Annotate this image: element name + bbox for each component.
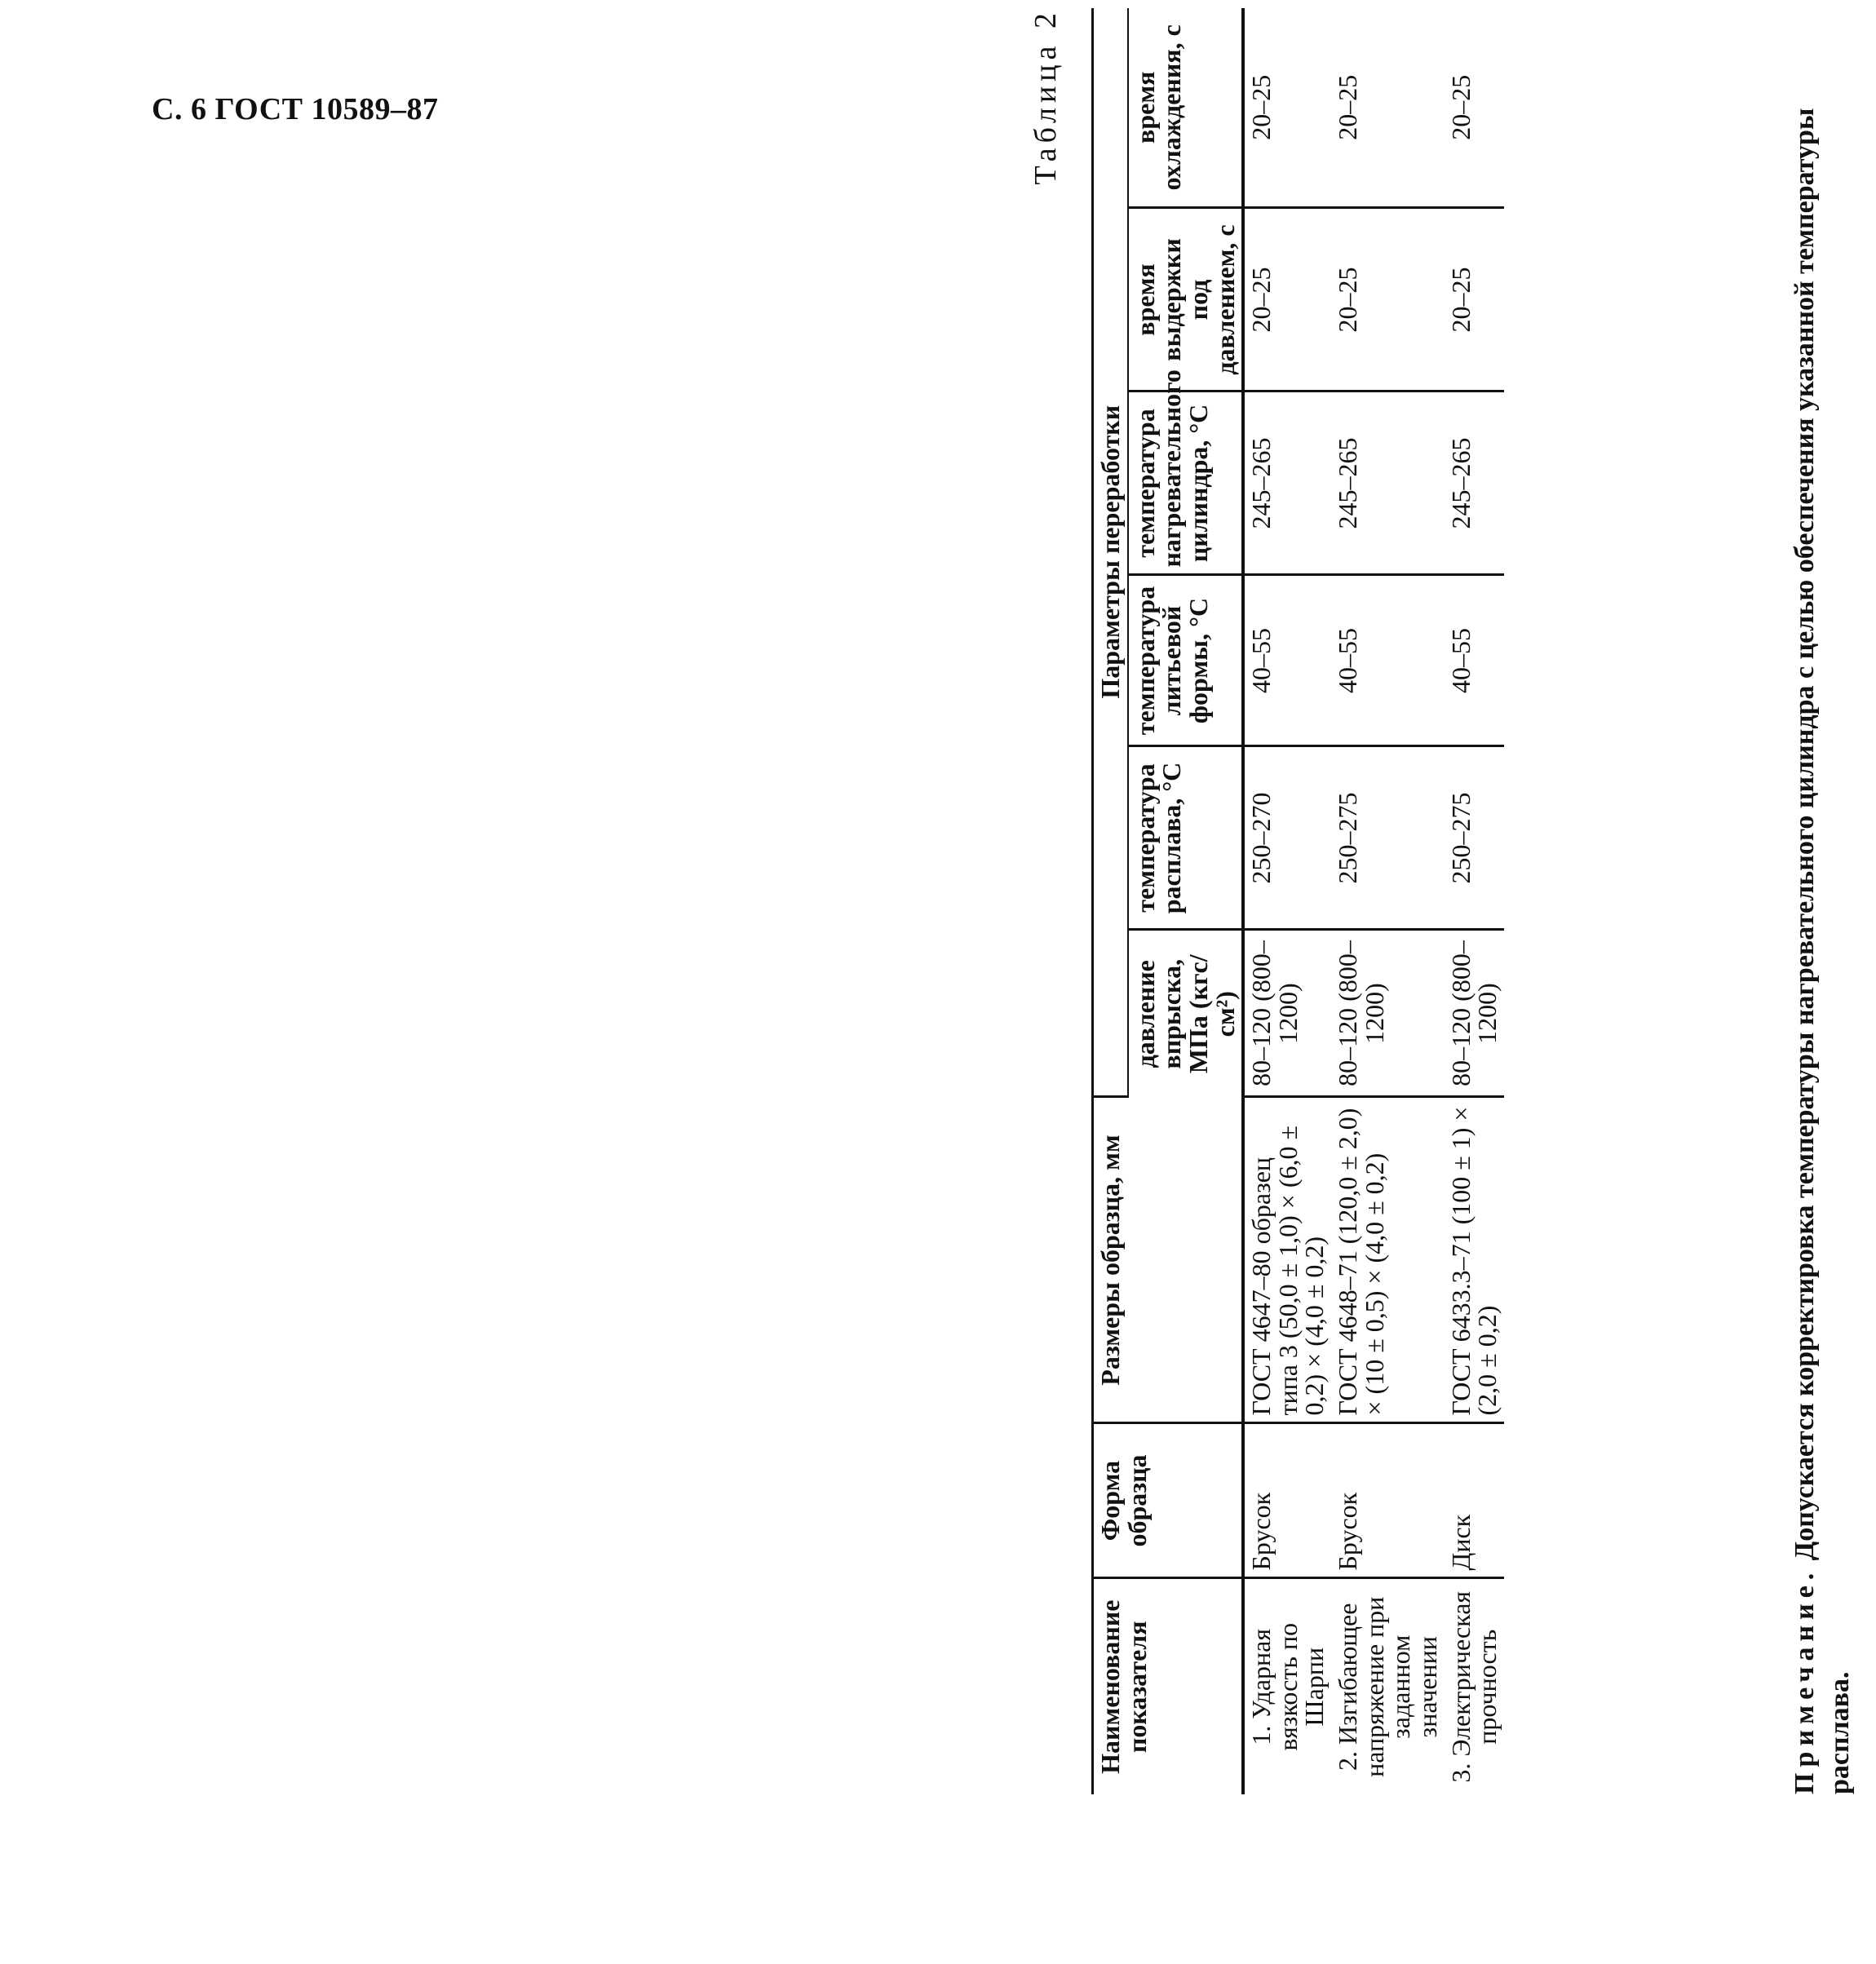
table-note [1788, 16, 1857, 1794]
col-header-cool-time: время охлаждения, с [1128, 8, 1244, 208]
cell-mold-temp: 40–55 [1243, 575, 1331, 746]
cell-cyl-temp: 245–265 [1445, 391, 1504, 575]
col-header-melt-temp: температура расплава, °С [1128, 746, 1244, 930]
cell-melt-temp: 250–275 [1445, 746, 1504, 930]
table-row [1243, 8, 1331, 1794]
cell-name: 2. Изгибающее напряжение при заданном значении [1333, 1596, 1442, 1777]
rotated-table-page [1028, 8, 1876, 1794]
processing-params-table [1091, 8, 1504, 1794]
cell-cyl-temp: 245–265 [1243, 391, 1331, 575]
col-header-group: Параметры переработки [1093, 8, 1128, 1097]
cell-size: ГОСТ 4648–71 (120,0 ± 2,0) × (10 ± 0,5) × (4,0 ± 0,2) [1331, 1097, 1445, 1423]
cell-cool-time: 20–25 [1243, 8, 1331, 208]
note-text: Допускается корректировка температуры нагревательного цилиндра с целью обеспечения указанной температуры расплава. [1790, 108, 1855, 1794]
cell-pressure: 80–120 (800–1200) [1331, 930, 1445, 1097]
cell-mold-temp: 40–55 [1331, 575, 1445, 746]
cell-hold-time: 20–25 [1331, 208, 1445, 391]
cell-size: ГОСТ 6433.3–71 (100 ± 1) × (2,0 ± 0,2) [1445, 1097, 1504, 1423]
table-row [1331, 8, 1445, 1794]
cell-cool-time: 20–25 [1445, 8, 1504, 208]
col-header-name: Наименование показателя [1093, 1578, 1244, 1794]
cell-melt-temp: 250–275 [1331, 746, 1445, 930]
col-header-pressure: давление впрыска, МПа (кгс/см²) [1128, 930, 1244, 1097]
col-header-form: Форма образца [1093, 1423, 1244, 1578]
cell-name: 3. Электрическая прочность [1445, 1590, 1502, 1783]
col-header-hold-time: время выдержки под давлением, с [1128, 208, 1244, 391]
cell-form: Брусок [1243, 1423, 1331, 1578]
cell-mold-temp: 40–55 [1445, 575, 1504, 746]
col-header-cyl-temp: температура нагревательного цилиндра, °С [1128, 391, 1244, 575]
col-header-mold-temp: температура литьевой формы, °С [1128, 575, 1244, 746]
table-caption: Таблица 2 [1029, 8, 1063, 185]
table-row [1445, 8, 1504, 1794]
col-header-size: Размеры образца, мм [1093, 1097, 1244, 1423]
page-header: С. 6 ГОСТ 10589–87 [152, 92, 439, 126]
cell-form: Диск [1445, 1423, 1504, 1578]
cell-form: Брусок [1331, 1423, 1445, 1578]
cell-cool-time: 20–25 [1331, 8, 1445, 208]
cell-cyl-temp: 245–265 [1331, 391, 1445, 575]
cell-hold-time: 20–25 [1445, 208, 1504, 391]
note-label: Примечание. [1790, 1567, 1820, 1794]
cell-pressure: 80–120 (800–1200) [1445, 930, 1504, 1097]
cell-melt-temp: 250–270 [1243, 746, 1331, 930]
cell-pressure: 80–120 (800–1200) [1243, 930, 1331, 1097]
cell-name: 1. Ударная вязкость по Шарпи [1246, 1622, 1330, 1751]
cell-size: ГОСТ 4647–80 образец типа 3 (50,0 ± 1,0) × (6,0 ± 0,2) × (4,0 ± 0,2) [1243, 1097, 1331, 1423]
cell-hold-time: 20–25 [1243, 208, 1331, 391]
